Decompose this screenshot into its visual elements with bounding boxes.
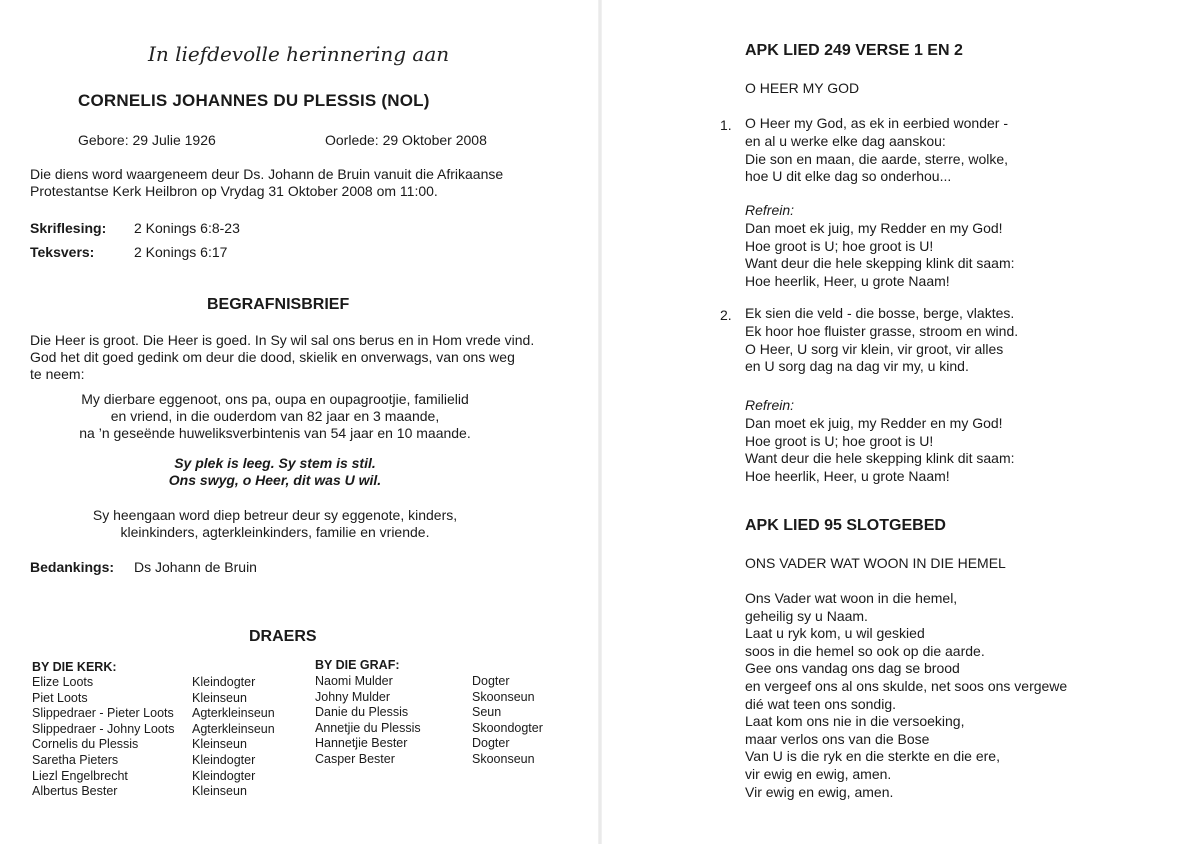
birth-date: Gebore: 29 Julie 1926 <box>78 132 216 148</box>
verse-line: O Heer, U sorg vir klein, vir groot, vir alles <box>745 340 1004 357</box>
bearer-name: Saretha Pieters <box>32 752 119 767</box>
thanks-label: Bedankings: <box>30 559 115 575</box>
refrain-line: Want deur die hele skepping klink dit saam: <box>745 255 1015 272</box>
bearer-name: Slippedraer - Pieter Loots <box>32 706 174 721</box>
prayer-line: Gee ons vandag ons dag se brood <box>745 660 960 677</box>
bearer-name: Piet Loots <box>32 690 88 705</box>
refrain-line: Hoe groot is U; hoe groot is U! <box>745 432 934 449</box>
bearer-name: Johny Mulder <box>315 689 391 704</box>
emphasis-line: Sy plek is leeg. Sy stem is stil. <box>174 455 376 471</box>
deceased-name: CORNELIS JOHANNES DU PLESSIS (NOL) <box>78 91 430 110</box>
spouse-line: na ’n geseënde huweliksverbintenis van 54 jaar en 10 maande. <box>79 425 471 441</box>
bearer-name: Naomi Mulder <box>315 674 393 688</box>
verse2-number: 2. <box>720 307 732 323</box>
bearer-relation: Skoonseun <box>472 689 535 704</box>
bearer-relation: Agterkleinseun <box>192 706 275 721</box>
bearer-name: Cornelis du Plessis <box>32 737 139 752</box>
verse-line: en U sorg dag na dag vir my, u kind. <box>745 358 969 375</box>
prayer-line: maar verlos ons van die Bose <box>745 730 930 747</box>
prayer-line: soos in die hemel so ook op die aarde. <box>745 642 985 659</box>
bearer-name: Elize Loots <box>32 675 94 689</box>
burial-line: Die Heer is groot. Die Heer is goed. In Sy wil sal ons berus en in Hom vrede vind. <box>30 332 535 348</box>
prayer-line: en vergeef ons al ons skulde, net soos ons vergewe <box>745 677 1068 694</box>
bearer-name: Annetjie du Plessis <box>315 720 421 735</box>
burial-heading: BEGRAFNISBRIEF <box>207 296 350 313</box>
prayer-line: Vir ewig en ewig, amen. <box>745 783 894 800</box>
spouse-paragraph <box>60 391 490 442</box>
verse2 <box>745 305 1018 376</box>
script-heading: In liefdevolle herinnering aan <box>148 42 450 66</box>
bearer-name: Albertus Bester <box>32 784 118 799</box>
scripture-label: Skriflesing: <box>30 220 107 236</box>
verse-line: Ek hoor hoe fluister grasse, stroom en wind. <box>745 322 1019 339</box>
bearer-name: Hannetjie Bester <box>315 736 408 751</box>
right-page <box>600 0 1200 844</box>
bearer-relation: Dogter <box>472 736 510 751</box>
bearer-relation: Kleindogter <box>192 768 256 783</box>
refrain-line: Hoe groot is U; hoe groot is U! <box>745 237 934 254</box>
bearers-heading: DRAERS <box>249 628 317 645</box>
refrain-line: Hoe heerlik, Heer, u grote Naam! <box>745 468 950 485</box>
prayer <box>745 590 1067 801</box>
service-paragraph <box>30 166 503 200</box>
refrain-line: Hoe heerlik, Heer, u grote Naam! <box>745 273 950 290</box>
text-verse-label: Teksvers: <box>30 244 95 260</box>
prayer-line: vir ewig en ewig, amen. <box>745 765 892 782</box>
refrain-1 <box>745 202 1015 291</box>
verse1-number: 1. <box>720 117 732 133</box>
verse-line: hoe U dit elke dag so onderhou... <box>745 168 952 185</box>
burial-paragraph <box>30 332 534 383</box>
hymn1-subtitle: O HEER MY GOD <box>745 80 860 96</box>
prayer-line: Ons Vader wat woon in die hemel, <box>745 590 958 606</box>
bearer-relation: Skoondogter <box>472 720 543 735</box>
verse-line: en al u werke elke dag aanskou: <box>745 132 946 149</box>
prayer-line: dié wat teen ons sondig. <box>745 695 896 712</box>
refrain-line: Dan moet ek juig, my Redder en my God! <box>745 219 1003 236</box>
bearer-name: Slippedraer - Johny Loots <box>32 721 175 736</box>
refrain-label: Refrein: <box>745 202 795 218</box>
hymn2-subtitle: ONS VADER WAT WOON IN DIE HEMEL <box>745 555 1006 571</box>
bearer-relation: Kleinseun <box>192 737 247 752</box>
thanks-value: Ds Johann de Bruin <box>134 559 257 575</box>
emphasis-line: Ons swyg, o Heer, dit was U wil. <box>168 472 382 488</box>
spouse-line: My dierbare eggenoot, ons pa, oupa en oupagrootjie, familielid <box>81 391 469 407</box>
mourn-line: kleinkinders, agterkleinkinders, familie en vriende. <box>120 524 430 540</box>
text-verse-value: 2 Konings 6:17 <box>134 244 228 260</box>
refrain-line: Want deur die hele skepping klink dit saam: <box>745 450 1015 467</box>
bearer-relation: Dogter <box>472 674 510 688</box>
scripture-value: 2 Konings 6:8-23 <box>134 220 240 236</box>
hymn2-title: APK LIED 95 SLOTGEBED <box>745 517 946 534</box>
grave-bearers-names <box>315 674 421 768</box>
bearer-relation: Agterkleinseun <box>192 721 275 736</box>
verse-line: Ek sien die veld - die bosse, berge, vlaktes. <box>745 305 1015 321</box>
bearer-relation: Kleinseun <box>192 784 247 799</box>
bearer-relation: Kleinseun <box>192 690 247 705</box>
refrain-label: Refrein: <box>745 397 795 413</box>
church-bearers-names <box>32 675 174 800</box>
prayer-line: Laat kom ons nie in die versoeking, <box>745 713 965 730</box>
bearer-relation: Kleindogter <box>192 675 256 689</box>
church-bearers-heading: BY DIE KERK: <box>32 660 117 674</box>
spouse-line: en vriend, in die ouderdom van 82 jaar en 3 maande, <box>110 408 440 424</box>
verse-line: O Heer my God, as ek in eerbied wonder - <box>745 115 1009 131</box>
death-date: Oorlede: 29 Oktober 2008 <box>325 132 487 148</box>
verse1 <box>745 115 1008 186</box>
prayer-line: Laat u ryk kom, u wil geskied <box>745 625 925 642</box>
bearer-relation: Seun <box>472 705 502 720</box>
prayer-line: Van U is die ryk en die sterkte en die ere, <box>745 748 1000 765</box>
bearer-relation: Kleindogter <box>192 752 256 767</box>
grave-bearers-heading: BY DIE GRAF: <box>315 658 400 672</box>
mourn-line: Sy heengaan word diep betreur deur sy eggenote, kinders, <box>92 507 458 523</box>
verse-line: Die son en maan, die aarde, sterre, wolke, <box>745 150 1009 167</box>
bearer-name: Danie du Plessis <box>315 705 409 720</box>
grave-bearers-relations <box>472 674 543 768</box>
refrain-2 <box>745 397 1015 486</box>
bearer-name: Casper Bester <box>315 751 395 766</box>
bearer-relation: Skoonseun <box>472 751 535 766</box>
refrain-line: Dan moet ek juig, my Redder en my God! <box>745 414 1003 431</box>
burial-line: God het dit goed gedink om deur die dood, skielik en onverwags, van ons weg <box>30 349 515 365</box>
church-bearers-relations <box>192 675 275 800</box>
mourn-paragraph <box>60 507 490 541</box>
burial-line: te neem: <box>30 366 85 382</box>
service-line: Die diens word waargeneem deur Ds. Johann de Bruin vanuit die Afrikaanse <box>30 166 504 182</box>
bearer-name: Liezl Engelbrecht <box>32 768 128 783</box>
hymn1-title: APK LIED 249 VERSE 1 EN 2 <box>745 42 963 59</box>
prayer-line: geheilig sy u Naam. <box>745 607 868 624</box>
service-line: Protestantse Kerk Heilbron op Vrydag 31 Oktober 2008 om 11:00. <box>30 183 438 199</box>
emphasis-paragraph <box>60 455 490 489</box>
